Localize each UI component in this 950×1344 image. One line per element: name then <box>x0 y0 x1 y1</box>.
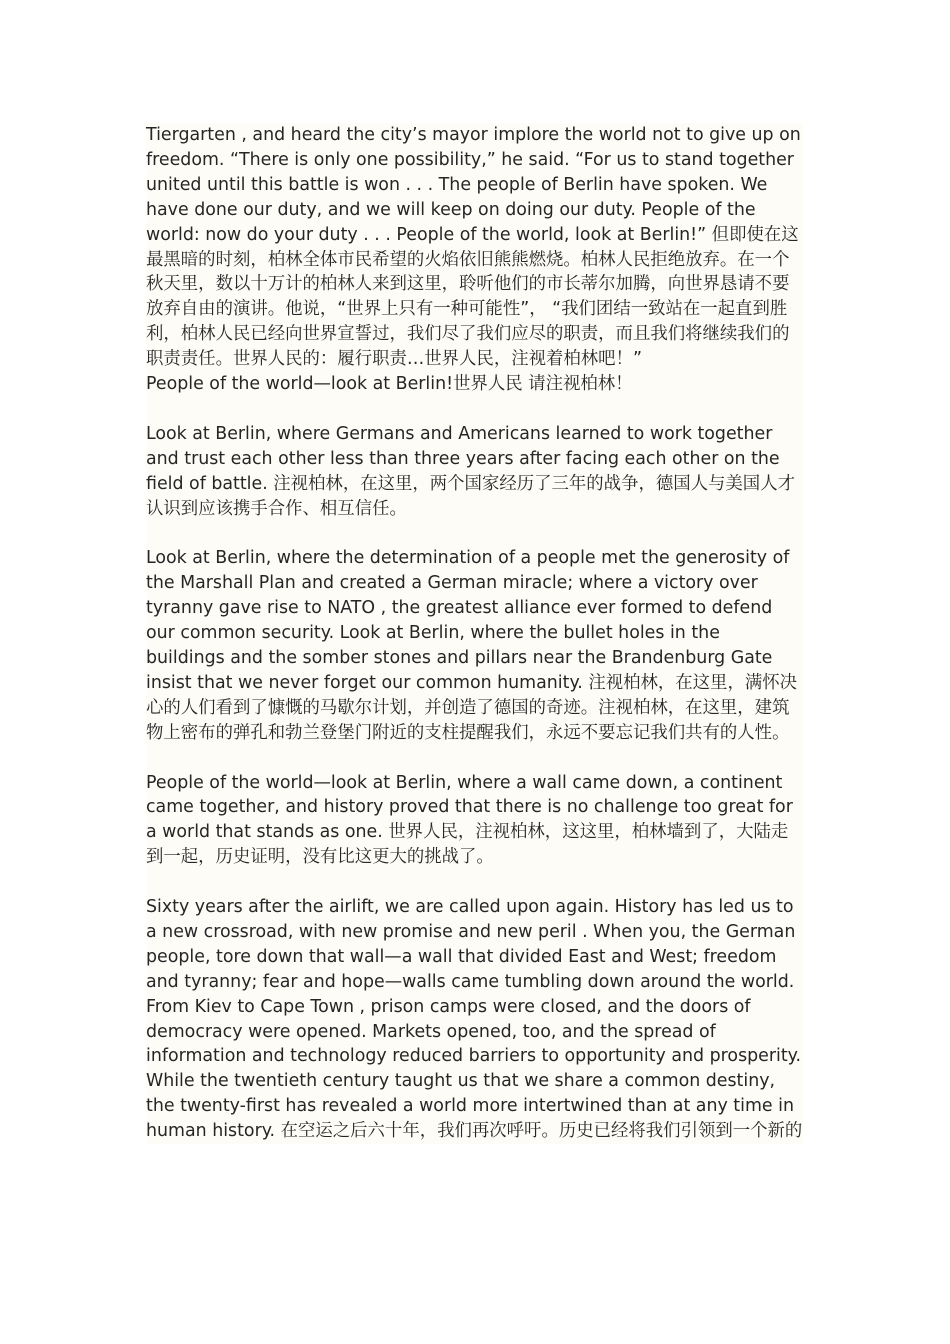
paragraph-gap <box>146 746 803 771</box>
paragraph-mayor-speech: Tiergarten , and heard the city’s mayor implore the world not to give up on freedom. “There is only one possibility,” he said. “For us to stand together united until this battle is won . . . The people of Berlin have spoken. We have done our duty, and we will keep on doing our duty. People of the world: now do your duty . . . People of the world, look at Berlin!” 但即使在这最黑暗的时刻，柏林全体市民希望的火焰依旧熊熊燃烧。柏林人民拒绝放弃。在一个秋天里，数以十万计的柏林人来到这里，聆听他们的市长蒂尔加腾，向世界恳请不要放弃自由的演讲。他说，“世界上只有一种可能性”， “我们团结一致站在一起直到胜利，柏林人民已经向世界宣誓过，我们尽了我们应尽的职责，而且我们将继续我们的职责责任。世界人民的：履行职责…世界人民，注视着柏林吧！” <box>146 125 801 370</box>
paragraph-germans-americans: Look at Berlin, where Germans and Americans learned to work together and trust each other less than three years after facing each other on the field of battle. 注视柏林，在这里，两个国家经历了三年的战争，德国人与美国人才认识到应该携手合作、相互信任。 <box>146 423 795 519</box>
paragraph-wall-came-down: People of the world—look at Berlin, where a wall came down, a continent came together, and history proved that there is no challenge too great for a world that stands as one. 世界人民，注视柏林，这这里，柏林墙到了，大陆走到一起，历史证明，没有比这更大的挑战了。 <box>146 772 793 868</box>
paragraph-gap <box>146 870 803 895</box>
paragraph-sixty-years: Sixty years after the airlift, we are called upon again. History has led us to a new crossroad, with new promise and new peril . When you, the German people, tore down that wall—a wall that divided East and West; freedom and tyranny; fear and hope—walls came tumbling down around the world. From Kiev to Cape Town , prison camps were closed, and the doors of democracy were opened. Markets opened, too, and the spread of information and technology reduced barriers to opportunity and prosperity. While the twentieth century taught us that we share a common destiny, the twenty-first has revealed a world more intertwined than at any time in human history. 在空运之后六十年，我们再次呼吁。历史已经将我们引领到一个新的 <box>146 897 803 1142</box>
document-text-block <box>146 123 803 1144</box>
paragraph-marshall-plan: Look at Berlin, where the determination of a people met the generosity of the Marshall Plan and created a German miracle; where a victory over tyranny gave rise to NATO , the greatest alliance ever formed to defend our common security. Look at Berlin, where the bullet holes in the buildings and the somber stones and pillars near the Brandenburg Gate insist that we never forget our common humanity. 注视柏林，在这里，满怀决心的人们看到了慷慨的马歇尔计划，并创造了德国的奇迹。注视柏林，在这里，建筑物上密布的弹孔和勃兰登堡门附近的支柱提醒我们，永远不要忘记我们共有的人性。 <box>146 548 798 743</box>
paragraph-look-at-berlin-heading: People of the world—look at Berlin!世界人民 请注视柏林！ <box>146 374 633 395</box>
paragraph-gap <box>146 521 803 546</box>
paragraph-gap <box>146 397 803 422</box>
